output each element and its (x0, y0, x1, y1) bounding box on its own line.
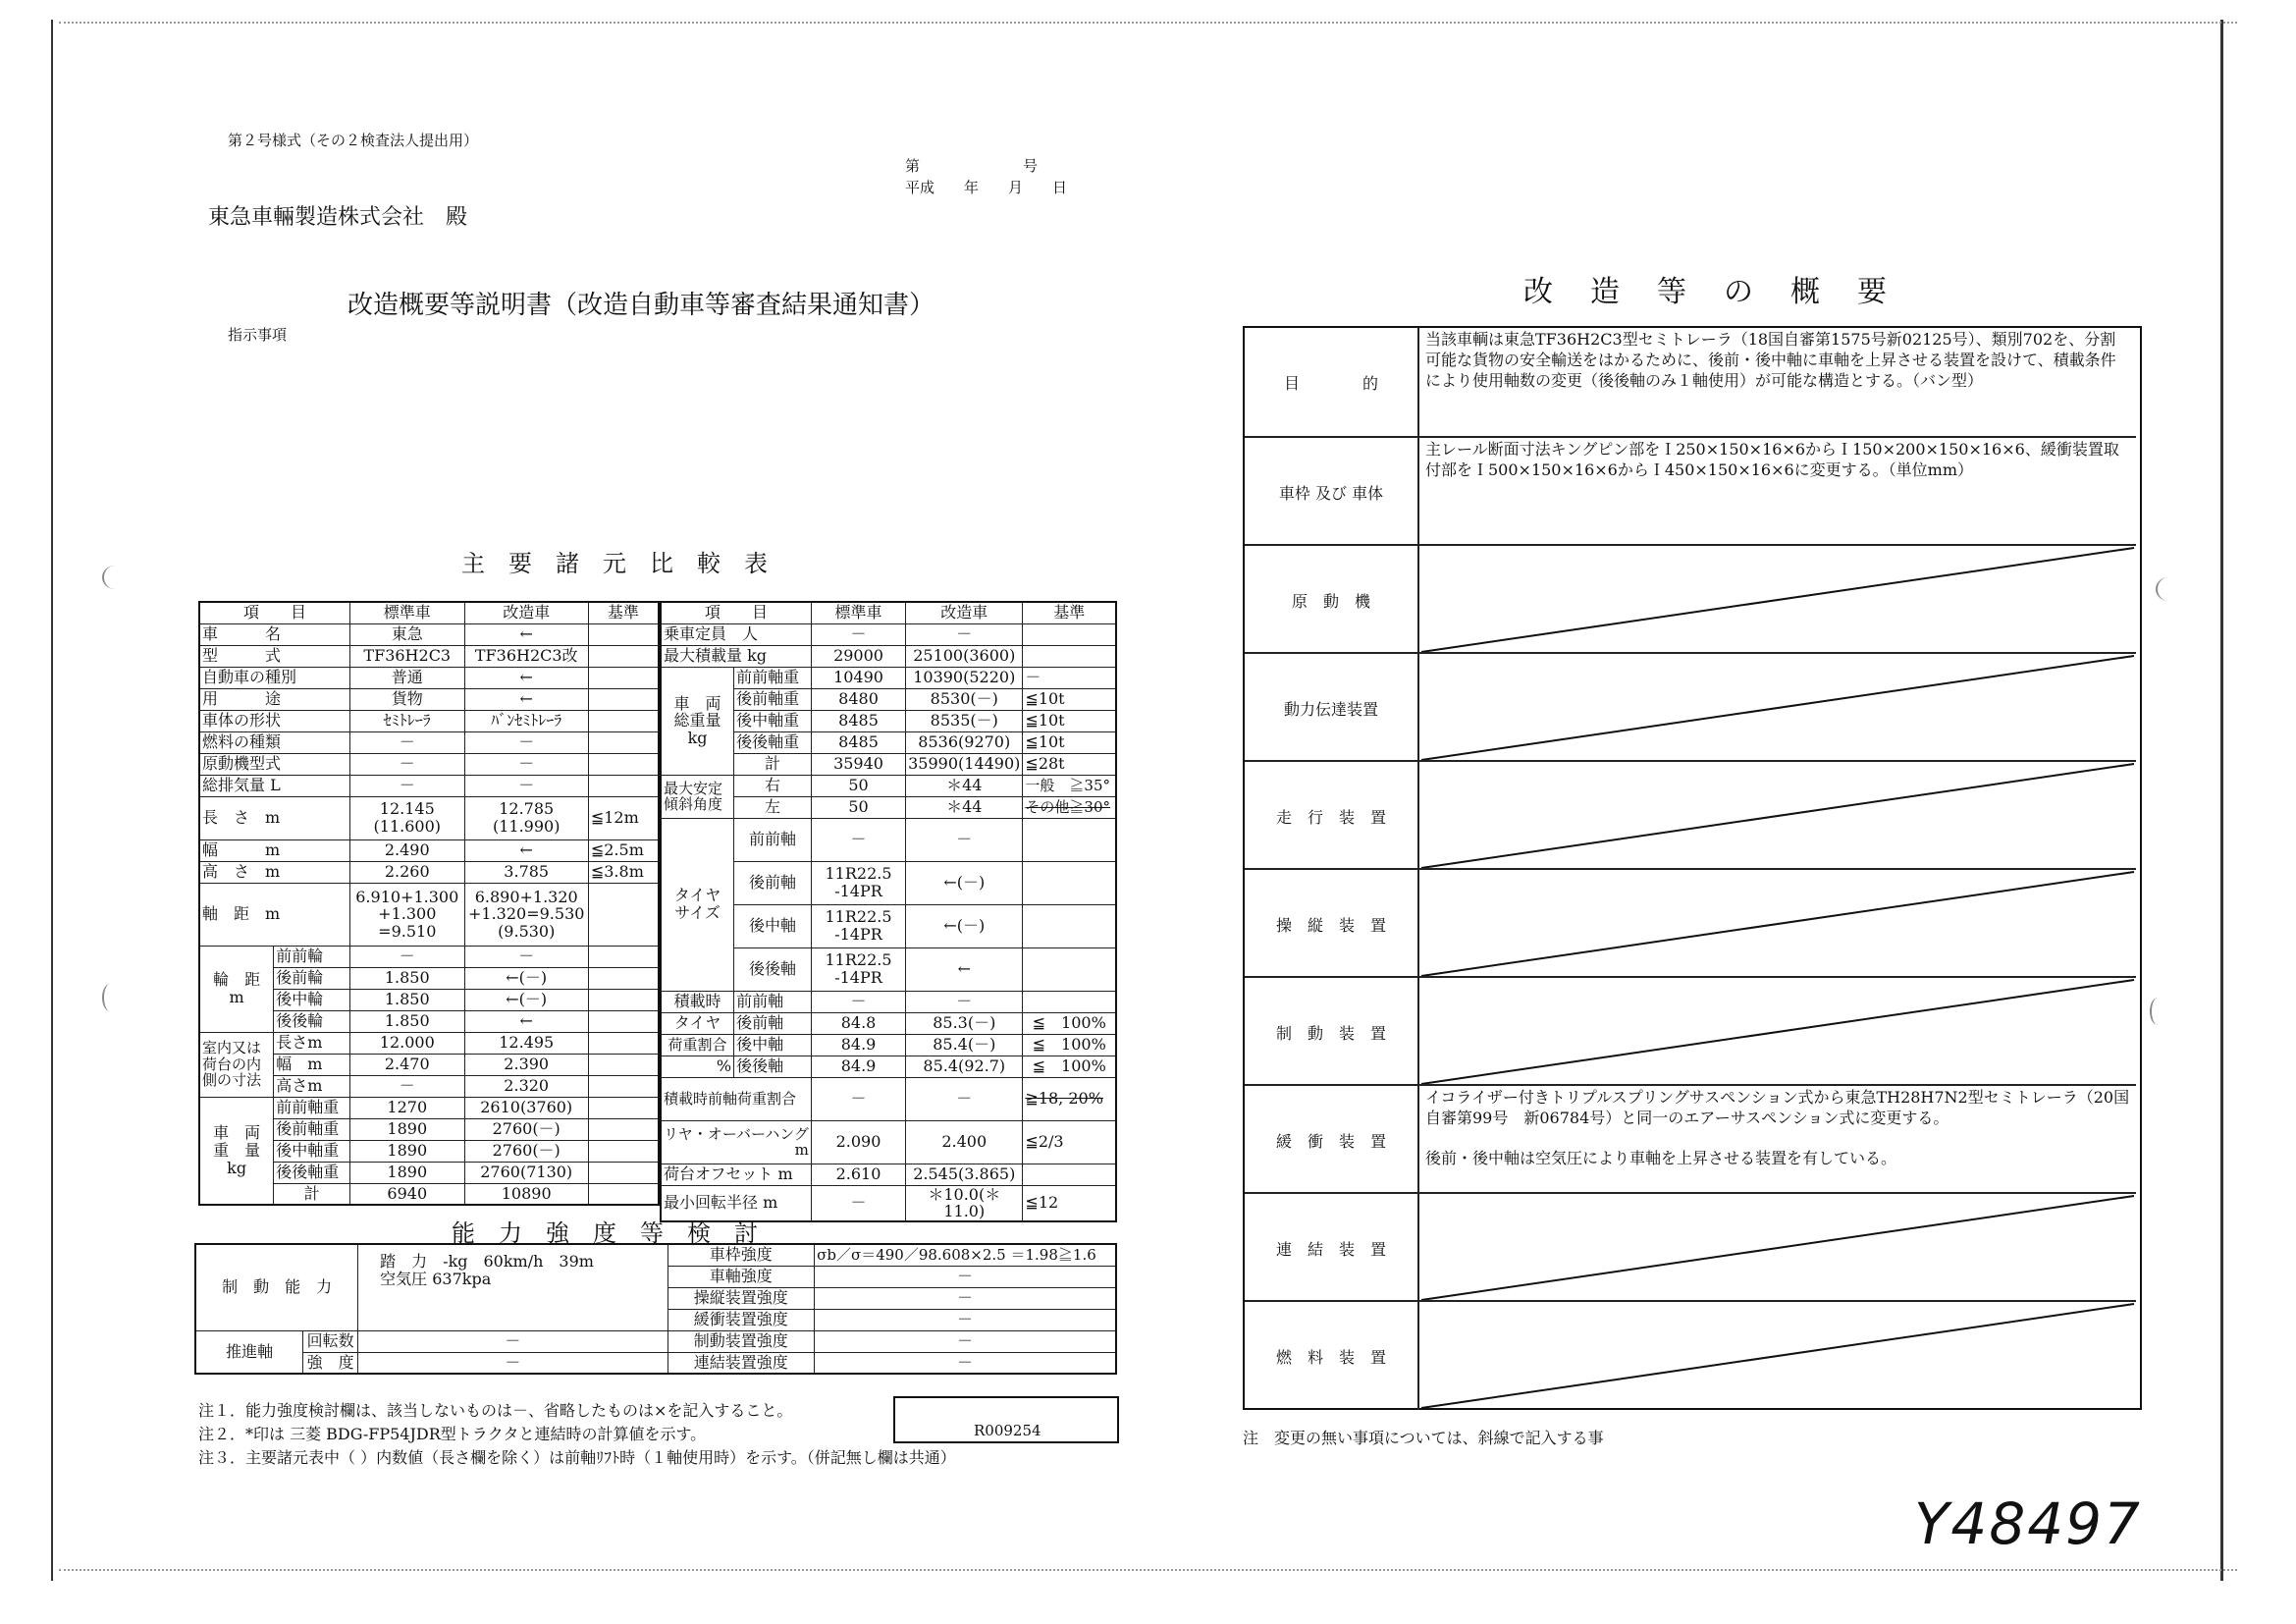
brake-label: 制 動 能 力 (195, 1244, 358, 1330)
row-mod: 3.785 (464, 861, 588, 883)
row-std: 普通 (349, 667, 464, 688)
cargo-mod: 2.320 (464, 1075, 588, 1097)
overview-row-content (1419, 1086, 2136, 1194)
overview-row-label: 燃 料 装 置 (1245, 1302, 1419, 1410)
overview-row-label: 制 動 装 置 (1245, 978, 1419, 1086)
header-mod: 改造車 (464, 602, 588, 623)
instruction-label: 指示事項 (228, 326, 288, 344)
load-ratio-ref (1023, 991, 1116, 1012)
overview-row-label: 目 的 (1245, 328, 1419, 436)
tire-item: 後後軸 (734, 947, 812, 991)
tire-label: タイヤ サイズ (661, 818, 734, 991)
form-label: 第２号様式（その２検査法人提出用） (228, 132, 479, 149)
row-ref (588, 667, 659, 688)
stability-item: 右 (734, 775, 812, 796)
overview-row-label: 車枠 及び 車体 (1245, 438, 1419, 546)
weight-mod: 2610(3760) (464, 1097, 588, 1118)
ref-box (893, 1396, 1119, 1443)
row-mod: － (464, 753, 588, 775)
overview-row-content (1419, 546, 2136, 654)
note-2: 注２．*印は 三菱 BDG-FP54JDR型トラクタと連結時の計算値を示す。 (198, 1425, 707, 1443)
load-ratio-item: 前前軸 (734, 991, 812, 1012)
row-std: 2.260 (349, 861, 464, 883)
tread-label: 輪 距 m (199, 946, 274, 1032)
row-item: 幅 m (199, 839, 349, 861)
row-mod: TF36H2C3改 (464, 645, 588, 667)
cargo-std: － (349, 1075, 464, 1097)
gross-item: 後前軸重 (734, 688, 812, 710)
tire-mod: ←(－) (906, 904, 1023, 947)
weight-mod: 2760(－) (464, 1140, 588, 1162)
strength-table (194, 1243, 1117, 1375)
gross-item: 前前軸重 (734, 667, 812, 688)
row-mod: － (464, 731, 588, 753)
scan-border-left (51, 20, 53, 1581)
overview-row-content (1419, 1302, 2136, 1410)
tread-item: 前前輪 (274, 946, 350, 967)
overview-row (1245, 868, 2136, 978)
max-load-mod: 25100(3600) (906, 645, 1023, 667)
row-mod: ← (464, 623, 588, 645)
row-ref (588, 775, 659, 796)
capacity-std: － (811, 623, 905, 645)
load-ratio-item: 後後軸 (734, 1056, 812, 1077)
load-ratio-item: 後前軸 (734, 1012, 812, 1034)
stability-std: 50 (811, 796, 905, 818)
load-ratio-std: － (811, 991, 905, 1012)
row-ref: ≦12m (588, 796, 659, 839)
cargo-item: 高さm (274, 1075, 350, 1097)
weight-std: 1890 (349, 1118, 464, 1140)
row-std: 貨物 (349, 688, 464, 710)
scan-border-right (2220, 20, 2223, 1581)
row-ref: ≦2.5m (588, 839, 659, 861)
weight-std: 6940 (349, 1183, 464, 1205)
weight-item: 後後軸重 (274, 1162, 350, 1183)
header-item: 項 目 (199, 602, 349, 623)
row-std: － (349, 753, 464, 775)
rear-overhang-ref: ≦2/3 (1023, 1120, 1116, 1164)
load-ratio-label: タイヤ (661, 1012, 734, 1034)
weight-item: 後中軸重 (274, 1140, 350, 1162)
row-item: 長 さ m (199, 796, 349, 839)
tread-item: 後前輪 (274, 967, 350, 989)
note-1: 注１．能力強度検討欄は、該当しないものは－、省略したものは×を記入すること。 (198, 1401, 793, 1420)
row-std: 東急 (349, 623, 464, 645)
strength-value: － (815, 1287, 1116, 1309)
overview-title: 改 造 等 の 概 要 (1523, 275, 1891, 309)
gross-mod: 8530(－) (906, 688, 1023, 710)
gross-ref: － (1023, 667, 1116, 688)
header-item: 項 目 (661, 602, 811, 623)
row-std: － (349, 775, 464, 796)
tire-std: － (811, 818, 905, 861)
rear-overhang-item: リヤ・オーバーハング m (661, 1120, 811, 1164)
stability-label: 最大安定 傾斜角度 (661, 775, 734, 818)
row-item: 自動車の種別 (199, 667, 349, 688)
weight-mod: 2760(7130) (464, 1162, 588, 1183)
overview-row (1245, 1300, 2136, 1410)
deck-offset-mod: 2.545(3.865) (906, 1164, 1023, 1185)
gross-std: 8485 (811, 710, 905, 731)
punch-hole-mark (2150, 998, 2165, 1025)
tread-std: 1.850 (349, 989, 464, 1010)
overview-row-content (1419, 654, 2136, 762)
row-item: 燃料の種類 (199, 731, 349, 753)
tire-item: 後前軸 (734, 861, 812, 904)
brake-value-1: 踏 力 -kg 60km/h 39m (380, 1252, 594, 1271)
tire-item: 前前軸 (734, 818, 812, 861)
tread-mod: ←(－) (464, 989, 588, 1010)
gross-mod: 10390(5220) (906, 667, 1023, 688)
row-item: 軸 距 m (199, 883, 349, 946)
weight-item: 後前軸重 (274, 1118, 350, 1140)
diagonal-strike (1419, 762, 2136, 870)
weight-label: 車 両 重 量 kg (199, 1097, 274, 1205)
overview-table (1243, 326, 2142, 1410)
min-radius-item: 最小回転半径 m (661, 1185, 811, 1221)
row-item: 高 さ m (199, 861, 349, 883)
tire-mod: ← (906, 947, 1023, 991)
row-ref: ≦3.8m (588, 861, 659, 883)
row-std: 2.490 (349, 839, 464, 861)
overview-row-content (1419, 1194, 2136, 1302)
gross-label: 車 両 総重量 kg (661, 667, 734, 775)
gross-ref: ≦10t (1023, 710, 1116, 731)
load-ratio-std: 84.8 (811, 1012, 905, 1034)
scan-border-bottom (59, 1569, 2237, 1571)
overview-row (1245, 1192, 2136, 1302)
tread-mod: ← (464, 1010, 588, 1032)
row-mod: － (464, 775, 588, 796)
weight-std: 1270 (349, 1097, 464, 1118)
strength-value: － (815, 1309, 1116, 1330)
stability-std: 50 (811, 775, 905, 796)
strength-value: － (815, 1330, 1116, 1352)
row-ref (588, 688, 659, 710)
gross-ref: ≦10t (1023, 688, 1116, 710)
row-ref (588, 753, 659, 775)
row-std: 12.145 (11.600) (349, 796, 464, 839)
strength-label: 強 度 (303, 1352, 358, 1374)
rear-overhang-mod: 2.400 (906, 1120, 1023, 1164)
diagonal-strike (1419, 1302, 2136, 1410)
tire-item: 後中軸 (734, 904, 812, 947)
strength-item: 緩衝装置強度 (667, 1309, 815, 1330)
cargo-label: 室内又は 荷台の内 側の寸法 (199, 1032, 274, 1097)
deck-offset-ref (1023, 1164, 1116, 1185)
tire-std: 11R22.5 -14PR (811, 947, 905, 991)
overview-row (1245, 652, 2136, 762)
rear-overhang-std: 2.090 (811, 1120, 905, 1164)
stability-mod: ＊44 (906, 796, 1023, 818)
header-mod: 改造車 (906, 602, 1023, 623)
row-std: TF36H2C3 (349, 645, 464, 667)
cargo-item: 幅 m (274, 1054, 350, 1075)
tread-item: 後後輪 (274, 1010, 350, 1032)
tire-std: 11R22.5 -14PR (811, 861, 905, 904)
capacity-item: 乗車定員 人 (661, 623, 811, 645)
overview-row-text: 当該車輌は東急TF36H2C3型セミトレーラ（18国自審第1575号新02125号）、類別702を、分割可能な貨物の安全輸送をはかるために、後前・後中軸に車軸を上昇させる装置を設けて、積載条件により使用軸数の変更（後後軸のみ１軸使用）が可能な構造とする。（バン型） (1425, 330, 2116, 390)
deck-offset-std: 2.610 (811, 1164, 905, 1185)
row-item: 型 式 (199, 645, 349, 667)
row-ref (588, 731, 659, 753)
row-mod: ← (464, 688, 588, 710)
stability-item: 左 (734, 796, 812, 818)
gross-ref: ≦28t (1023, 753, 1116, 775)
overview-row (1245, 976, 2136, 1086)
cargo-std: 12.000 (349, 1032, 464, 1054)
overview-row (1245, 436, 2136, 546)
stability-mod: ＊44 (906, 775, 1023, 796)
overview-row-content (1419, 870, 2136, 978)
load-ratio-std: 84.9 (811, 1056, 905, 1077)
gross-item: 後後軸重 (734, 731, 812, 753)
punch-hole-mark (102, 984, 118, 1011)
gross-std: 10490 (811, 667, 905, 688)
row-mod: 6.890+1.320 +1.320=9.530 (9.530) (464, 883, 588, 946)
max-load-std: 29000 (811, 645, 905, 667)
row-item: 総排気量 L (199, 775, 349, 796)
overview-row-text: 主レール断面寸法キングピン部をＩ250×150×16×6からＩ150×200×150×16×6、緩衝装置取付部をＩ500×150×16×6からＩ450×150×16×6に変更する。（単位mm） (1425, 440, 2119, 479)
stability-ref: その他≧30° (1023, 796, 1116, 818)
overview-row (1245, 1084, 2136, 1194)
load-ratio-mod: － (906, 991, 1023, 1012)
gross-mod: 35990(14490) (906, 753, 1023, 775)
min-radius-mod: ＊10.0(＊11.0) (906, 1185, 1023, 1221)
row-std: ｾﾐﾄﾚｰﾗ (349, 710, 464, 731)
tread-std: － (349, 946, 464, 967)
strength-item: 制動装置強度 (667, 1330, 815, 1352)
gross-item: 計 (734, 753, 812, 775)
diagonal-strike (1419, 1194, 2136, 1302)
overview-row-content (1419, 438, 2136, 546)
row-item: 車 名 (199, 623, 349, 645)
overview-row (1245, 760, 2136, 870)
row-item: 原動機型式 (199, 753, 349, 775)
tread-mod: － (464, 946, 588, 967)
tire-mod: ←(－) (906, 861, 1023, 904)
date-label: 平成 年 月 日 (905, 179, 1068, 196)
cargo-mod: 12.495 (464, 1032, 588, 1054)
spec-table-left (198, 601, 660, 1206)
overview-row-content (1419, 762, 2136, 870)
rpm-label: 回転数 (303, 1330, 358, 1352)
strength-item: 車軸強度 (667, 1266, 815, 1287)
tread-item: 後中輪 (274, 989, 350, 1010)
brake-value-2: 空気圧 637kpa (380, 1269, 492, 1288)
ref-box-code: R009254 (974, 1422, 1041, 1439)
punch-hole-mark (2156, 577, 2181, 601)
row-ref (588, 710, 659, 731)
spec-table-right (660, 601, 1117, 1222)
diagonal-strike (1419, 870, 2136, 978)
overview-row-content (1419, 978, 2136, 1086)
strength-value: － (815, 1352, 1116, 1374)
load-ratio-label: 積載時 (661, 991, 734, 1012)
load-ratio-mod: 85.4(－) (906, 1034, 1023, 1056)
gross-ref: ≦10t (1023, 731, 1116, 753)
row-mod: ﾊﾞﾝｾﾐﾄﾚｰﾗ (464, 710, 588, 731)
overview-row-content (1419, 328, 2136, 436)
min-radius-std: － (811, 1185, 905, 1221)
handwritten-id: Y48497 (1914, 1490, 2142, 1557)
row-mod: ← (464, 839, 588, 861)
row-ref (588, 623, 659, 645)
header-ref: 基準 (1023, 602, 1116, 623)
strength-value: － (815, 1266, 1116, 1287)
front-axle-ratio-std: － (811, 1077, 905, 1120)
overview-row-label: 原 動 機 (1245, 546, 1419, 654)
punch-hole-mark (102, 566, 128, 589)
stability-ref: 一般 ≧35° (1023, 775, 1116, 796)
overview-row-label: 操 縦 装 置 (1245, 870, 1419, 978)
cargo-item: 長さm (274, 1032, 350, 1054)
deck-offset-item: 荷台オフセット m (661, 1164, 811, 1185)
overview-note: 注 変更の無い事項については、斜線で記入する事 (1243, 1429, 1604, 1447)
row-ref (588, 883, 659, 946)
diagonal-strike (1419, 654, 2136, 762)
strength-item: 操縦装置強度 (667, 1287, 815, 1309)
diagonal-strike (1419, 546, 2136, 654)
max-load-item: 最大積載量 kg (661, 645, 811, 667)
addressee: 東急車輛製造株式会社 殿 (208, 205, 468, 230)
spec-table-title: 主 要 諸 元 比 較 表 (461, 550, 768, 577)
tread-mod: ←(－) (464, 967, 588, 989)
front-axle-ratio-item: 積載時前軸荷重割合 (661, 1077, 811, 1120)
row-item: 車体の形状 (199, 710, 349, 731)
load-ratio-label: 荷重割合 (661, 1034, 734, 1056)
overview-row-label: 走 行 装 置 (1245, 762, 1419, 870)
load-ratio-ref: ≦ 100% (1023, 1056, 1116, 1077)
weight-mod: 10890 (464, 1183, 588, 1205)
overview-row (1245, 328, 2136, 436)
rpm-value: － (358, 1330, 667, 1352)
load-ratio-mod: 85.4(92.7) (906, 1056, 1023, 1077)
overview-row-label: 緩 衝 装 置 (1245, 1086, 1419, 1194)
gross-item: 後中軸重 (734, 710, 812, 731)
weight-std: 1890 (349, 1140, 464, 1162)
header-ref: 基準 (588, 602, 659, 623)
row-item: 用 途 (199, 688, 349, 710)
overview-row (1245, 544, 2136, 654)
strength-table-title: 能 力 強 度 等 検 討 (452, 1219, 758, 1247)
min-radius-ref: ≦12 (1023, 1185, 1116, 1221)
cargo-mod: 2.390 (464, 1054, 588, 1075)
header-std: 標準車 (349, 602, 464, 623)
front-axle-ratio-ref: ≧18, 20% (1023, 1077, 1116, 1120)
load-ratio-item: 後中軸 (734, 1034, 812, 1056)
header-std: 標準車 (811, 602, 905, 623)
cargo-std: 2.470 (349, 1054, 464, 1075)
gross-mod: 8536(9270) (906, 731, 1023, 753)
tire-mod: － (906, 818, 1023, 861)
gross-std: 35940 (811, 753, 905, 775)
load-ratio-label: % (661, 1056, 734, 1077)
strength-value: σb／σ＝490／98.608×2.5 ＝1.98≧1.6 (815, 1244, 1116, 1266)
tire-std: 11R22.5 -14PR (811, 904, 905, 947)
number-label: 第 号 (905, 157, 1039, 175)
row-std: － (349, 731, 464, 753)
load-ratio-std: 84.9 (811, 1034, 905, 1056)
weight-mod: 2760(－) (464, 1118, 588, 1140)
gross-mod: 8535(－) (906, 710, 1023, 731)
row-mod: ← (464, 667, 588, 688)
strength-item: 車枠強度 (667, 1244, 815, 1266)
gross-std: 8485 (811, 731, 905, 753)
strength-item: 連結装置強度 (667, 1352, 815, 1374)
weight-item: 前前軸重 (274, 1097, 350, 1118)
row-ref (588, 645, 659, 667)
load-ratio-mod: 85.3(－) (906, 1012, 1023, 1034)
overview-row-label: 連 結 装 置 (1245, 1194, 1419, 1302)
strength-axis-value: － (358, 1352, 667, 1374)
diagonal-strike (1419, 978, 2136, 1086)
overview-row-label: 動力伝達装置 (1245, 654, 1419, 762)
row-std: 6.910+1.300 +1.300 =9.510 (349, 883, 464, 946)
front-axle-ratio-mod: － (906, 1077, 1023, 1120)
tread-std: 1.850 (349, 1010, 464, 1032)
note-3: 注３．主要諸元表中（ ）内数値（長さ欄を除く）は前軸ﾘﾌﾄ時（１軸使用時）を示す。（併記無し欄は共通） (198, 1448, 956, 1467)
scan-border-top (59, 22, 2237, 24)
propulsion-label: 推進軸 (195, 1330, 303, 1374)
weight-std: 1890 (349, 1162, 464, 1183)
doc-title: 改造概要等説明書（改造自動車等審査結果通知書） (347, 291, 935, 320)
row-mod: 12.785 (11.990) (464, 796, 588, 839)
overview-row-text: イコライザー付きトリプルスプリングサスペンション式から東急TH28H7N2型セミトレーラ（20国自審第99号 新06784号）と同一のエアーサスペンション式に変更する。 後前・後中軸は空気圧により車軸を上昇させる装置を有している。 (1425, 1088, 2130, 1168)
load-ratio-ref: ≦ 100% (1023, 1034, 1116, 1056)
load-ratio-ref: ≦ 100% (1023, 1012, 1116, 1034)
weight-item: 計 (274, 1183, 350, 1205)
capacity-mod: － (906, 623, 1023, 645)
gross-std: 8480 (811, 688, 905, 710)
tread-std: 1.850 (349, 967, 464, 989)
